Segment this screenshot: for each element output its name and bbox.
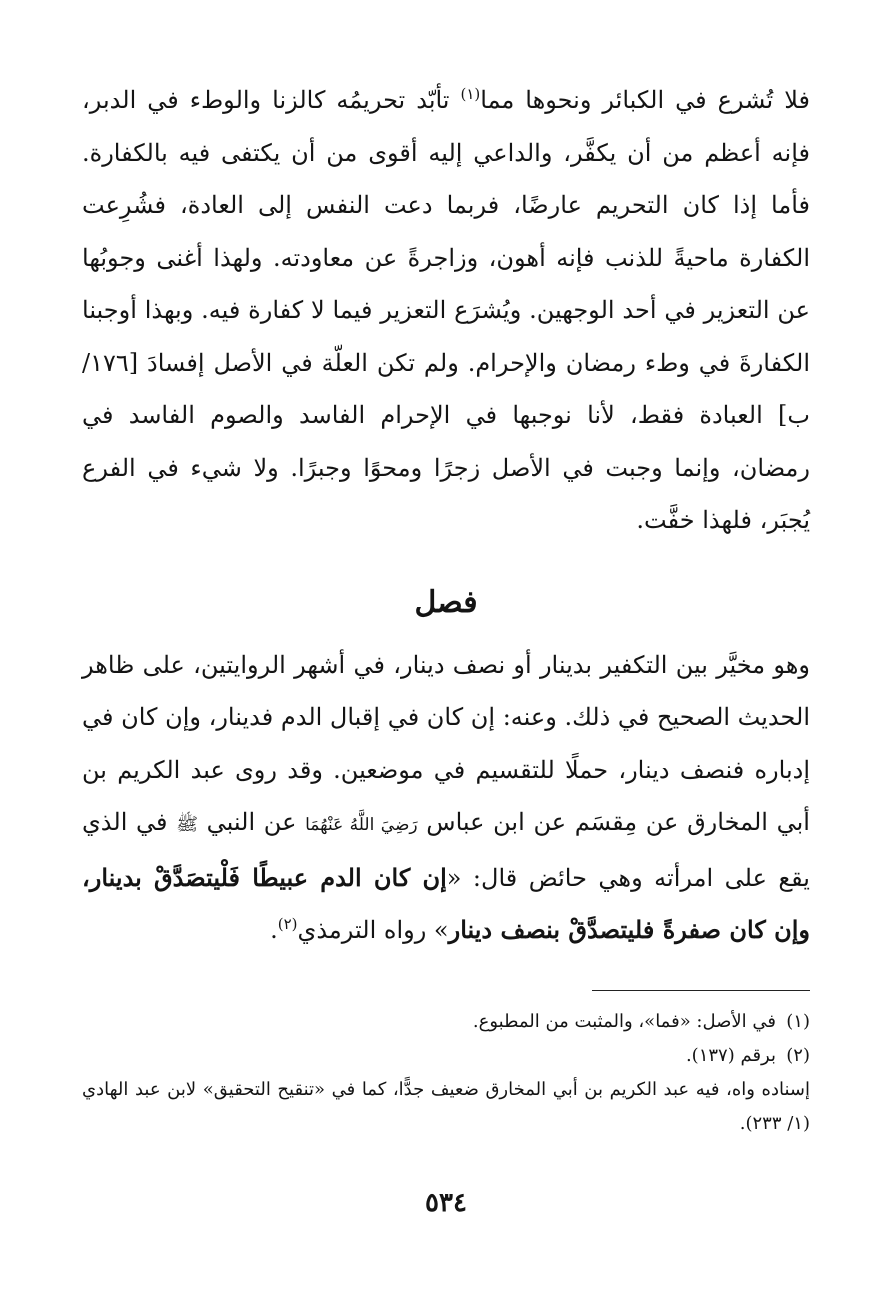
paragraph-1 <box>82 74 810 547</box>
footnote-text: إسناده واه، فيه عبد الكريم بن أبي المخارق ضعيف جدًّا، كما في «تنقيح التحقيق» لابن عبد الهادي (١/ ٢٣٣). <box>82 1079 810 1134</box>
paragraph-2-text-a: وهو مخيَّر بين التكفير بدينار أو نصف دينار، في أشهر الروايتين، على ظاهر الحديث الصحيح في ذلك. وعنه: إن كان في إقبال الدم فدينار، وإن كان في إدباره فنصف دينار، حملًا للتقسيم في موضعين. وقد روى عبد الكريم بن أبي المخارق عن مِقسَم عن ابن عباس <box>81 650 810 836</box>
footnote-2-continuation <box>82 1073 810 1141</box>
footnote-divider <box>592 990 810 991</box>
paragraph-2 <box>82 639 810 957</box>
honorific-radiya: رَضِيَ اللَّهُ عَنْهُمَا <box>305 815 418 835</box>
paragraph-1-text-b: تأبّد تحريمُه كالزنا والوطء في الدبر، فإنه أعظم من أن يكفَّر، والداعي إليه أقوى من أن يكتفى فيه بالكفارة. فأما إذا كان التحريم عارضًا، فربما دعت النفس إلى العادة، فشُرِعت الكفارة ماحيةً للذنب فإنه أهون، وزاجرةً عن معاودته. ولهذا أغنى وجوبُها عن التعزير في أحد الوجهين. ويُشرَع التعزير فيما لا كفارة فيه. وبهذا أوجبنا الكفارةَ في وطء رمضان والإحرام. ولم تكن العلّة في الأصل إفسادَ [١٧٦/ب] العبادة فقط، لأنا نوجبها في الإحرام الفاسد والصوم الفاسد في رمضان، وإنما وجبت في الأصل زجرًا ومحوًا وجبرًا. ولا شيء في الفرع يُجبَر، فلهذا خفَّت. <box>82 86 811 534</box>
paragraph-1-text-a: فلا تُشرع في الكبائر ونحوها مما <box>480 86 810 114</box>
main-text <box>82 74 810 957</box>
paragraph-2-text-b: عن النبي <box>197 808 306 836</box>
footnote-1 <box>82 1005 810 1039</box>
footnote-ref-1[interactable]: (١) <box>460 85 481 103</box>
page-number: ٥٣٤ <box>425 1188 467 1218</box>
footnote-number: (٢) <box>786 1045 810 1066</box>
footnote-2 <box>82 1039 810 1073</box>
paragraph-2-text-d: » رواه الترمذي <box>297 916 449 944</box>
footnote-ref-2[interactable]: (٢) <box>277 915 298 933</box>
paragraph-2-text-e: . <box>270 916 278 944</box>
footnote-text: برقم (١٣٧). <box>685 1045 776 1066</box>
footnote-text: في الأصل: «فما»، والمثبت من المطبوع. <box>472 1011 776 1032</box>
paragraph-2-text-c: في الذي يقع على امرأته وهي حائض قال: « <box>82 808 810 892</box>
section-heading: فصل <box>414 584 478 620</box>
footnotes-section <box>82 990 810 1141</box>
footnote-number: (١) <box>786 1011 810 1032</box>
hadith-quote: إن كان الدم عبيطًا فَلْيتصَدَّقْ بدينار، وإن كان صفرةً فليتصدَّقْ بنصف دينار <box>82 862 810 944</box>
honorific-salla: ﷺ <box>176 814 198 835</box>
